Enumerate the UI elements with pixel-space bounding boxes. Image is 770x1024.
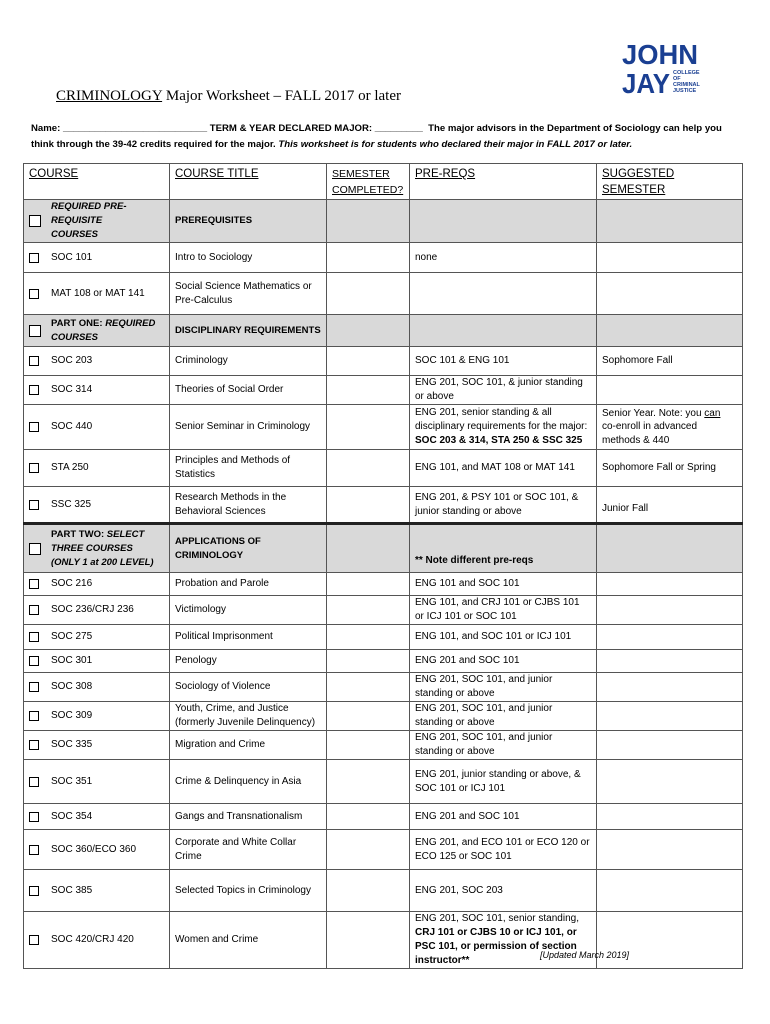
intro-text — [31, 121, 743, 153]
header-title: COURSE TITLE — [170, 164, 327, 200]
updated-date: [Updated March 2019] — [540, 950, 630, 960]
course-prereq: ENG 201, SOC 101, and junior standing or above — [410, 702, 597, 731]
course-title: Victimology — [170, 596, 327, 625]
suggested-semester — [597, 702, 743, 731]
section-label: PART TWO: SELECT THREE COURSES (ONLY 1 at 200 LEVEL) — [51, 528, 154, 568]
checkbox[interactable] — [29, 463, 39, 473]
course-code: SOC 354 — [51, 810, 93, 822]
table-row — [24, 405, 743, 450]
suggested-semester — [597, 596, 743, 625]
course-code: SOC 335 — [51, 739, 93, 750]
checkbox[interactable] — [29, 289, 39, 299]
suggested-semester — [597, 673, 743, 702]
logo-line-1: JOHN — [622, 39, 698, 70]
checkbox[interactable] — [29, 711, 39, 721]
course-title: Corporate and White Collar Crime — [170, 830, 327, 870]
page-title — [56, 88, 401, 105]
course-title: Gangs and Transnationalism — [170, 804, 327, 830]
course-prereq: ENG 101 and SOC 101 — [410, 573, 597, 596]
section-label: PART ONE: REQUIRED COURSES — [51, 317, 156, 343]
logo-side-1: COLLEGE — [673, 70, 700, 76]
table-row — [24, 450, 743, 487]
table-row — [24, 573, 743, 596]
table-row — [24, 650, 743, 673]
checkbox[interactable] — [29, 740, 39, 750]
logo-side-2: OF — [673, 76, 681, 82]
course-prereq: ENG 201, and ECO 101 or ECO 120 or ECO 125 or SOC 101 — [410, 830, 597, 870]
semester-completed-cell[interactable] — [327, 573, 410, 596]
semester-completed-cell[interactable] — [327, 830, 410, 870]
section-title: DISCIPLINARY REQUIREMENTS — [170, 315, 327, 347]
section-part-two — [24, 524, 743, 573]
header-row — [24, 164, 743, 200]
course-code: SOC 203 — [51, 355, 93, 366]
course-title: Migration and Crime — [170, 731, 327, 760]
course-prereq: ENG 101, and MAT 108 or MAT 141 — [410, 450, 597, 487]
logo-side-4: JUSTICE — [673, 88, 697, 94]
checkbox[interactable] — [29, 632, 39, 642]
semester-completed-cell[interactable] — [327, 760, 410, 804]
semester-completed-cell[interactable] — [327, 347, 410, 376]
course-title: Selected Topics in Criminology — [170, 870, 327, 912]
table-row — [24, 804, 743, 830]
semester-completed-cell[interactable] — [327, 912, 410, 969]
checkbox[interactable] — [29, 935, 39, 945]
suggested-semester: Senior Year. Note: you can co-enroll in advanced methods & 440 — [597, 405, 743, 450]
course-prereq: ENG 101, and SOC 101 or ICJ 101 — [410, 625, 597, 650]
suggested-semester — [597, 830, 743, 870]
course-code: SOC 101 — [51, 251, 93, 263]
course-prereq: ENG 201, SOC 101, and junior standing or above — [410, 731, 597, 760]
course-code: SOC 385 — [51, 884, 93, 896]
table-row — [24, 596, 743, 625]
suggested-semester — [597, 273, 743, 315]
suggested-semester: Sophomore Fall — [597, 347, 743, 376]
checkbox[interactable] — [29, 579, 39, 589]
course-code: SOC 314 — [51, 384, 93, 395]
table-row — [24, 870, 743, 912]
table-row — [24, 760, 743, 804]
header-semester: SEMESTER COMPLETED? — [327, 164, 410, 200]
checkbox[interactable] — [29, 385, 39, 395]
semester-completed-cell[interactable] — [327, 870, 410, 912]
course-prereq: ENG 201, SOC 101, & junior standing or above — [410, 376, 597, 405]
checkbox[interactable] — [29, 215, 41, 227]
title-major: CRIMINOLOGY — [56, 88, 163, 104]
header-suggested: SUGGESTED SEMESTER — [597, 164, 743, 200]
table-row — [24, 702, 743, 731]
suggested-semester: Junior Fall — [597, 487, 743, 524]
course-prereq: ENG 201, junior standing or above, & SOC 101 or ICJ 101 — [410, 760, 597, 804]
checkbox[interactable] — [29, 682, 39, 692]
checkbox[interactable] — [29, 777, 39, 787]
header-course: COURSE — [24, 164, 170, 200]
section-part-one — [24, 315, 743, 347]
checkbox[interactable] — [29, 422, 39, 432]
course-title: Senior Seminar in Criminology — [170, 405, 327, 450]
course-code: STA 250 — [51, 462, 89, 473]
course-prereq: ENG 101, and CRJ 101 or CJBS 101 or ICJ 101 or SOC 101 — [410, 596, 597, 625]
suggested-semester — [597, 243, 743, 273]
course-code: SOC 275 — [51, 631, 93, 642]
course-code: SOC 351 — [51, 775, 93, 787]
term-field-label[interactable]: TERM & YEAR DECLARED MAJOR: _________ — [209, 123, 423, 134]
checkbox[interactable] — [29, 845, 39, 855]
suggested-semester — [597, 760, 743, 804]
course-prereq: ENG 201, SOC 101, senior standing, CRJ 101 or CJBS 10 or ICJ 101, or PSC 101, or permission of section instructor** — [410, 912, 597, 969]
course-prereq: ENG 201, SOC 203 — [410, 870, 597, 912]
course-prereq: ENG 201, & PSY 101 or SOC 101, & junior standing or above — [410, 487, 597, 524]
course-title: Sociology of Violence — [170, 673, 327, 702]
table-row — [24, 487, 743, 524]
semester-completed-cell[interactable] — [327, 405, 410, 450]
worksheet-table — [23, 163, 743, 969]
course-title: Research Methods in the Behavioral Sciences — [170, 487, 327, 524]
semester-completed-cell[interactable] — [327, 243, 410, 273]
checkbox[interactable] — [29, 886, 39, 896]
semester-completed-cell[interactable] — [327, 450, 410, 487]
course-title: Social Science Mathematics or Pre-Calculus — [170, 273, 327, 315]
prereq-note: ** Note different pre-reqs — [410, 524, 597, 573]
title-rest: Major Worksheet – FALL 2017 or later — [162, 88, 401, 104]
course-title: Criminology — [170, 347, 327, 376]
section-prerequisites — [24, 200, 743, 243]
header-prereqs: PRE-REQS — [410, 164, 597, 200]
checkbox[interactable] — [29, 605, 39, 615]
checkbox[interactable] — [29, 325, 41, 337]
course-title: Women and Crime — [170, 912, 327, 969]
course-prereq: ENG 201, senior standing & all disciplinary requirements for the major: SOC 203 & 314, STA 250 & SSC 325 — [410, 405, 597, 450]
course-code: SOC 440 — [51, 421, 93, 432]
semester-completed-cell[interactable] — [327, 650, 410, 673]
suggested-semester — [597, 804, 743, 830]
course-code: MAT 108 or MAT 141 — [51, 287, 145, 299]
course-code: SOC 360/ECO 360 — [51, 843, 137, 855]
table-row — [24, 243, 743, 273]
section-title: APPLICATIONS OF CRIMINOLOGY — [170, 524, 327, 573]
course-title: Penology — [170, 650, 327, 673]
logo-side-3: CRIMINAL — [673, 82, 700, 88]
course-code: SOC 301 — [51, 655, 93, 666]
name-field-label[interactable]: Name: ___________________________ — [31, 123, 208, 134]
checkbox[interactable] — [29, 656, 39, 666]
course-prereq: none — [410, 243, 597, 273]
section-title: PREREQUISITES — [170, 200, 327, 243]
course-code: SOC 308 — [51, 681, 93, 692]
course-title: Probation and Parole — [170, 573, 327, 596]
semester-completed-cell[interactable] — [327, 487, 410, 524]
semester-completed-cell[interactable] — [327, 702, 410, 731]
course-prereq: ENG 201, SOC 101, and junior standing or above — [410, 673, 597, 702]
table-row — [24, 673, 743, 702]
checkbox[interactable] — [29, 253, 39, 263]
semester-completed-cell[interactable] — [327, 731, 410, 760]
suggested-semester — [597, 625, 743, 650]
table-row — [24, 731, 743, 760]
course-prereq: SOC 101 & ENG 101 — [410, 347, 597, 376]
semester-completed-cell[interactable] — [327, 625, 410, 650]
course-title: Principles and Methods of Statistics — [170, 450, 327, 487]
course-title: Theories of Social Order — [170, 376, 327, 405]
semester-completed-cell[interactable] — [327, 376, 410, 405]
semester-completed-cell[interactable] — [327, 273, 410, 315]
semester-completed-cell[interactable] — [327, 596, 410, 625]
suggested-semester — [597, 376, 743, 405]
table-row — [24, 376, 743, 405]
course-title: Intro to Sociology — [170, 243, 327, 273]
section-label: REQUIRED PRE-REQUISITE COURSES — [51, 201, 127, 240]
table-row — [24, 273, 743, 315]
course-prereq: ENG 201 and SOC 101 — [410, 804, 597, 830]
semester-completed-cell[interactable] — [327, 804, 410, 830]
table-row — [24, 347, 743, 376]
john-jay-logo — [620, 38, 702, 96]
suggested-semester — [597, 650, 743, 673]
table-row — [24, 625, 743, 650]
checkbox[interactable] — [29, 812, 39, 822]
course-code: SOC 309 — [51, 710, 93, 721]
checkbox[interactable] — [29, 356, 39, 366]
checkbox[interactable] — [29, 543, 41, 555]
course-prereq: ENG 201 and SOC 101 — [410, 650, 597, 673]
course-code: SOC 420/CRJ 420 — [51, 934, 134, 945]
table-row — [24, 830, 743, 870]
suggested-semester — [597, 573, 743, 596]
course-code: SOC 216 — [51, 578, 93, 589]
table-row — [24, 912, 743, 969]
course-title: Youth, Crime, and Justice (formerly Juvenile Delinquency) — [170, 702, 327, 731]
course-title: Political Imprisonment — [170, 625, 327, 650]
logo-line-2: JAY — [622, 68, 671, 96]
suggested-semester: Sophomore Fall or Spring — [597, 450, 743, 487]
course-title: Crime & Delinquency in Asia — [170, 760, 327, 804]
course-code: SOC 236/CRJ 236 — [51, 604, 134, 615]
suggested-semester — [597, 731, 743, 760]
course-code: SSC 325 — [51, 498, 92, 510]
suggested-semester — [597, 870, 743, 912]
checkbox[interactable] — [29, 500, 39, 510]
course-prereq — [410, 273, 597, 315]
semester-completed-cell[interactable] — [327, 673, 410, 702]
advisors-text: The major advisors in the Department of Sociology can help you think through the 39-42 credits required for the major. — [31, 123, 722, 150]
worksheet-note: This worksheet is for students who declared their major in FALL 2017 or later. — [278, 139, 633, 150]
